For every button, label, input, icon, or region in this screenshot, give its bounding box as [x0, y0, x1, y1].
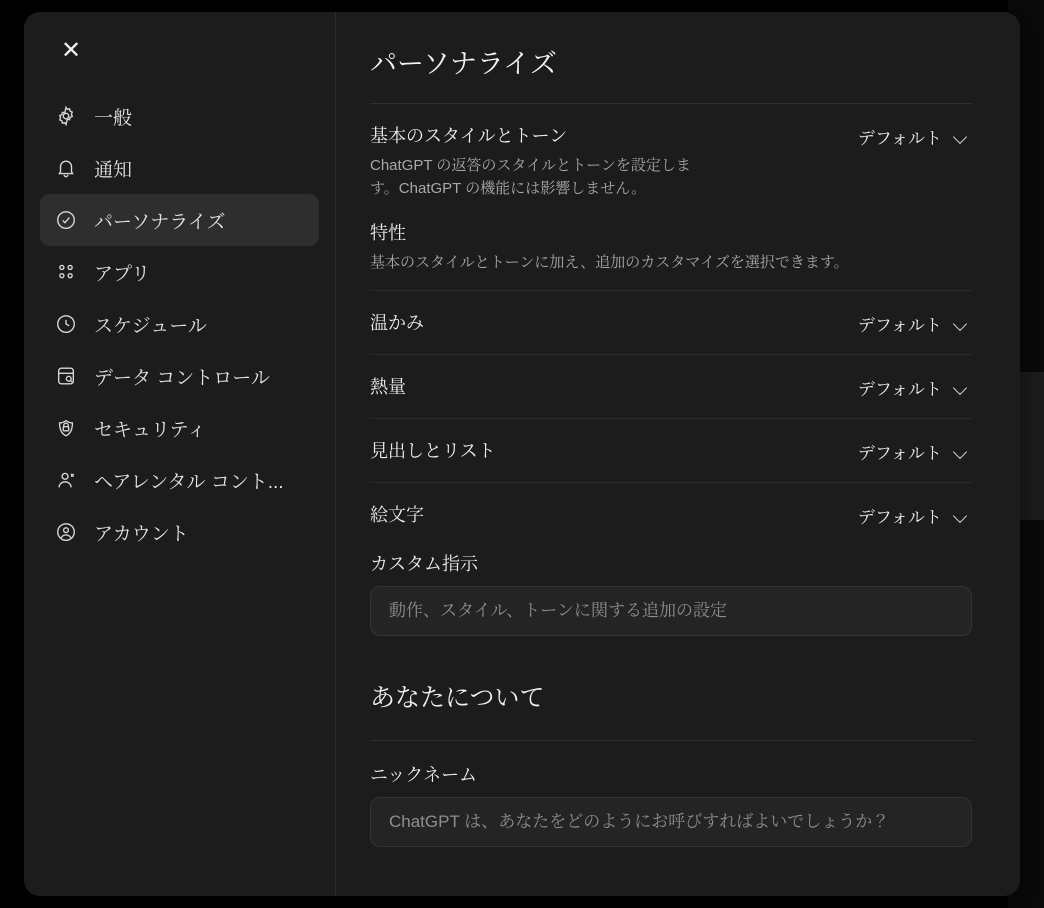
- setting-headings-lists-row: [370, 419, 972, 466]
- warmth-value: デフォルト: [857, 315, 942, 335]
- setting-label: 熱量: [370, 376, 406, 397]
- setting-warmth-row: [370, 291, 972, 338]
- database-icon: [54, 364, 78, 388]
- setting-enthusiasm-row: [370, 355, 972, 402]
- sidebar-item-apps[interactable]: [40, 246, 319, 298]
- nickname-label: ニックネーム: [370, 764, 478, 785]
- bell-icon: [54, 156, 78, 180]
- enthusiasm-value: デフォルト: [857, 379, 942, 399]
- sidebar-item-label: ヘアレンタル コント...: [94, 471, 284, 493]
- chevron-down-icon: [954, 319, 968, 328]
- account-circle-icon: [54, 520, 78, 544]
- settings-sidebar: [24, 12, 336, 896]
- shield-lock-icon: [54, 416, 78, 440]
- headings-lists-select[interactable]: [854, 437, 972, 466]
- setting-description: [370, 154, 691, 201]
- sidebar-item-security[interactable]: [40, 402, 319, 454]
- settings-content: [336, 12, 1020, 896]
- chevron-down-icon: [954, 132, 968, 141]
- emoji-select[interactable]: [854, 501, 972, 530]
- personalize-icon: [54, 208, 78, 232]
- custom-instructions-input[interactable]: [370, 586, 972, 636]
- base-style-value: デフォルト: [857, 129, 942, 148]
- page-title: パーソナライズ: [370, 49, 557, 79]
- custom-instructions-label: カスタム指示: [370, 553, 478, 574]
- dialog-header: [24, 12, 335, 90]
- about-you-divider: [370, 740, 972, 741]
- chevron-down-icon: [954, 447, 968, 456]
- clock-icon: [54, 312, 78, 336]
- setting-traits-header: [370, 201, 972, 274]
- setting-emoji-row: [370, 483, 972, 530]
- setting-base-style-row: [370, 104, 972, 201]
- setting-label: 基本のスタイルとトーン: [370, 126, 568, 146]
- sidebar-item-label: アプリ: [94, 263, 151, 285]
- close-icon[interactable]: ✕: [60, 37, 82, 64]
- setting-description-line1: ChatGPT の返答のスタイルとトーンを設定しま: [370, 157, 691, 174]
- sidebar-item-label: アカウント: [94, 523, 189, 545]
- sidebar-item-schedule[interactable]: [40, 298, 319, 350]
- sidebar-item-label: パーソナライズ: [94, 211, 226, 233]
- traits-description: 基本のスタイルとトーンに加え、追加のカスタマイズを選択できます。: [370, 253, 849, 271]
- emoji-value: デフォルト: [857, 507, 942, 527]
- gear-icon: [54, 104, 78, 128]
- about-you-title: あなたについて: [370, 683, 545, 712]
- chevron-down-icon: [954, 511, 968, 520]
- apps-grid-icon: [54, 260, 78, 284]
- sidebar-item-general[interactable]: [40, 90, 319, 142]
- sidebar-item-notifications[interactable]: [40, 142, 319, 194]
- sidebar-item-label: 一般: [94, 107, 133, 129]
- enthusiasm-select[interactable]: [854, 373, 972, 402]
- setting-label: 見出しとリスト: [370, 440, 496, 461]
- chevron-down-icon: [954, 383, 968, 392]
- setting-description-line2: す。ChatGPT の機能には影響しません。: [370, 180, 647, 198]
- headings-lists-value: デフォルト: [857, 443, 942, 463]
- setting-label: 絵文字: [370, 504, 424, 525]
- settings-dialog: [24, 12, 1020, 896]
- sidebar-item-label: スケジュール: [94, 315, 207, 337]
- sidebar-item-label: 通知: [94, 159, 133, 181]
- sidebar-item-parental-controls[interactable]: [40, 454, 319, 506]
- sidebar-item-account[interactable]: [40, 506, 319, 558]
- parental-person-icon: [54, 468, 78, 492]
- sidebar-item-label: セキュリティ: [94, 419, 207, 441]
- warmth-select[interactable]: [854, 309, 972, 338]
- base-style-select[interactable]: [854, 122, 972, 151]
- sidebar-nav: [24, 90, 335, 558]
- nickname-input[interactable]: [370, 797, 972, 847]
- setting-label: 温かみ: [370, 312, 424, 333]
- sidebar-item-label: データ コントロール: [94, 367, 270, 389]
- sidebar-item-data-controls[interactable]: [40, 350, 319, 402]
- sidebar-item-personalize[interactable]: [40, 194, 319, 246]
- traits-label: 特性: [370, 222, 406, 243]
